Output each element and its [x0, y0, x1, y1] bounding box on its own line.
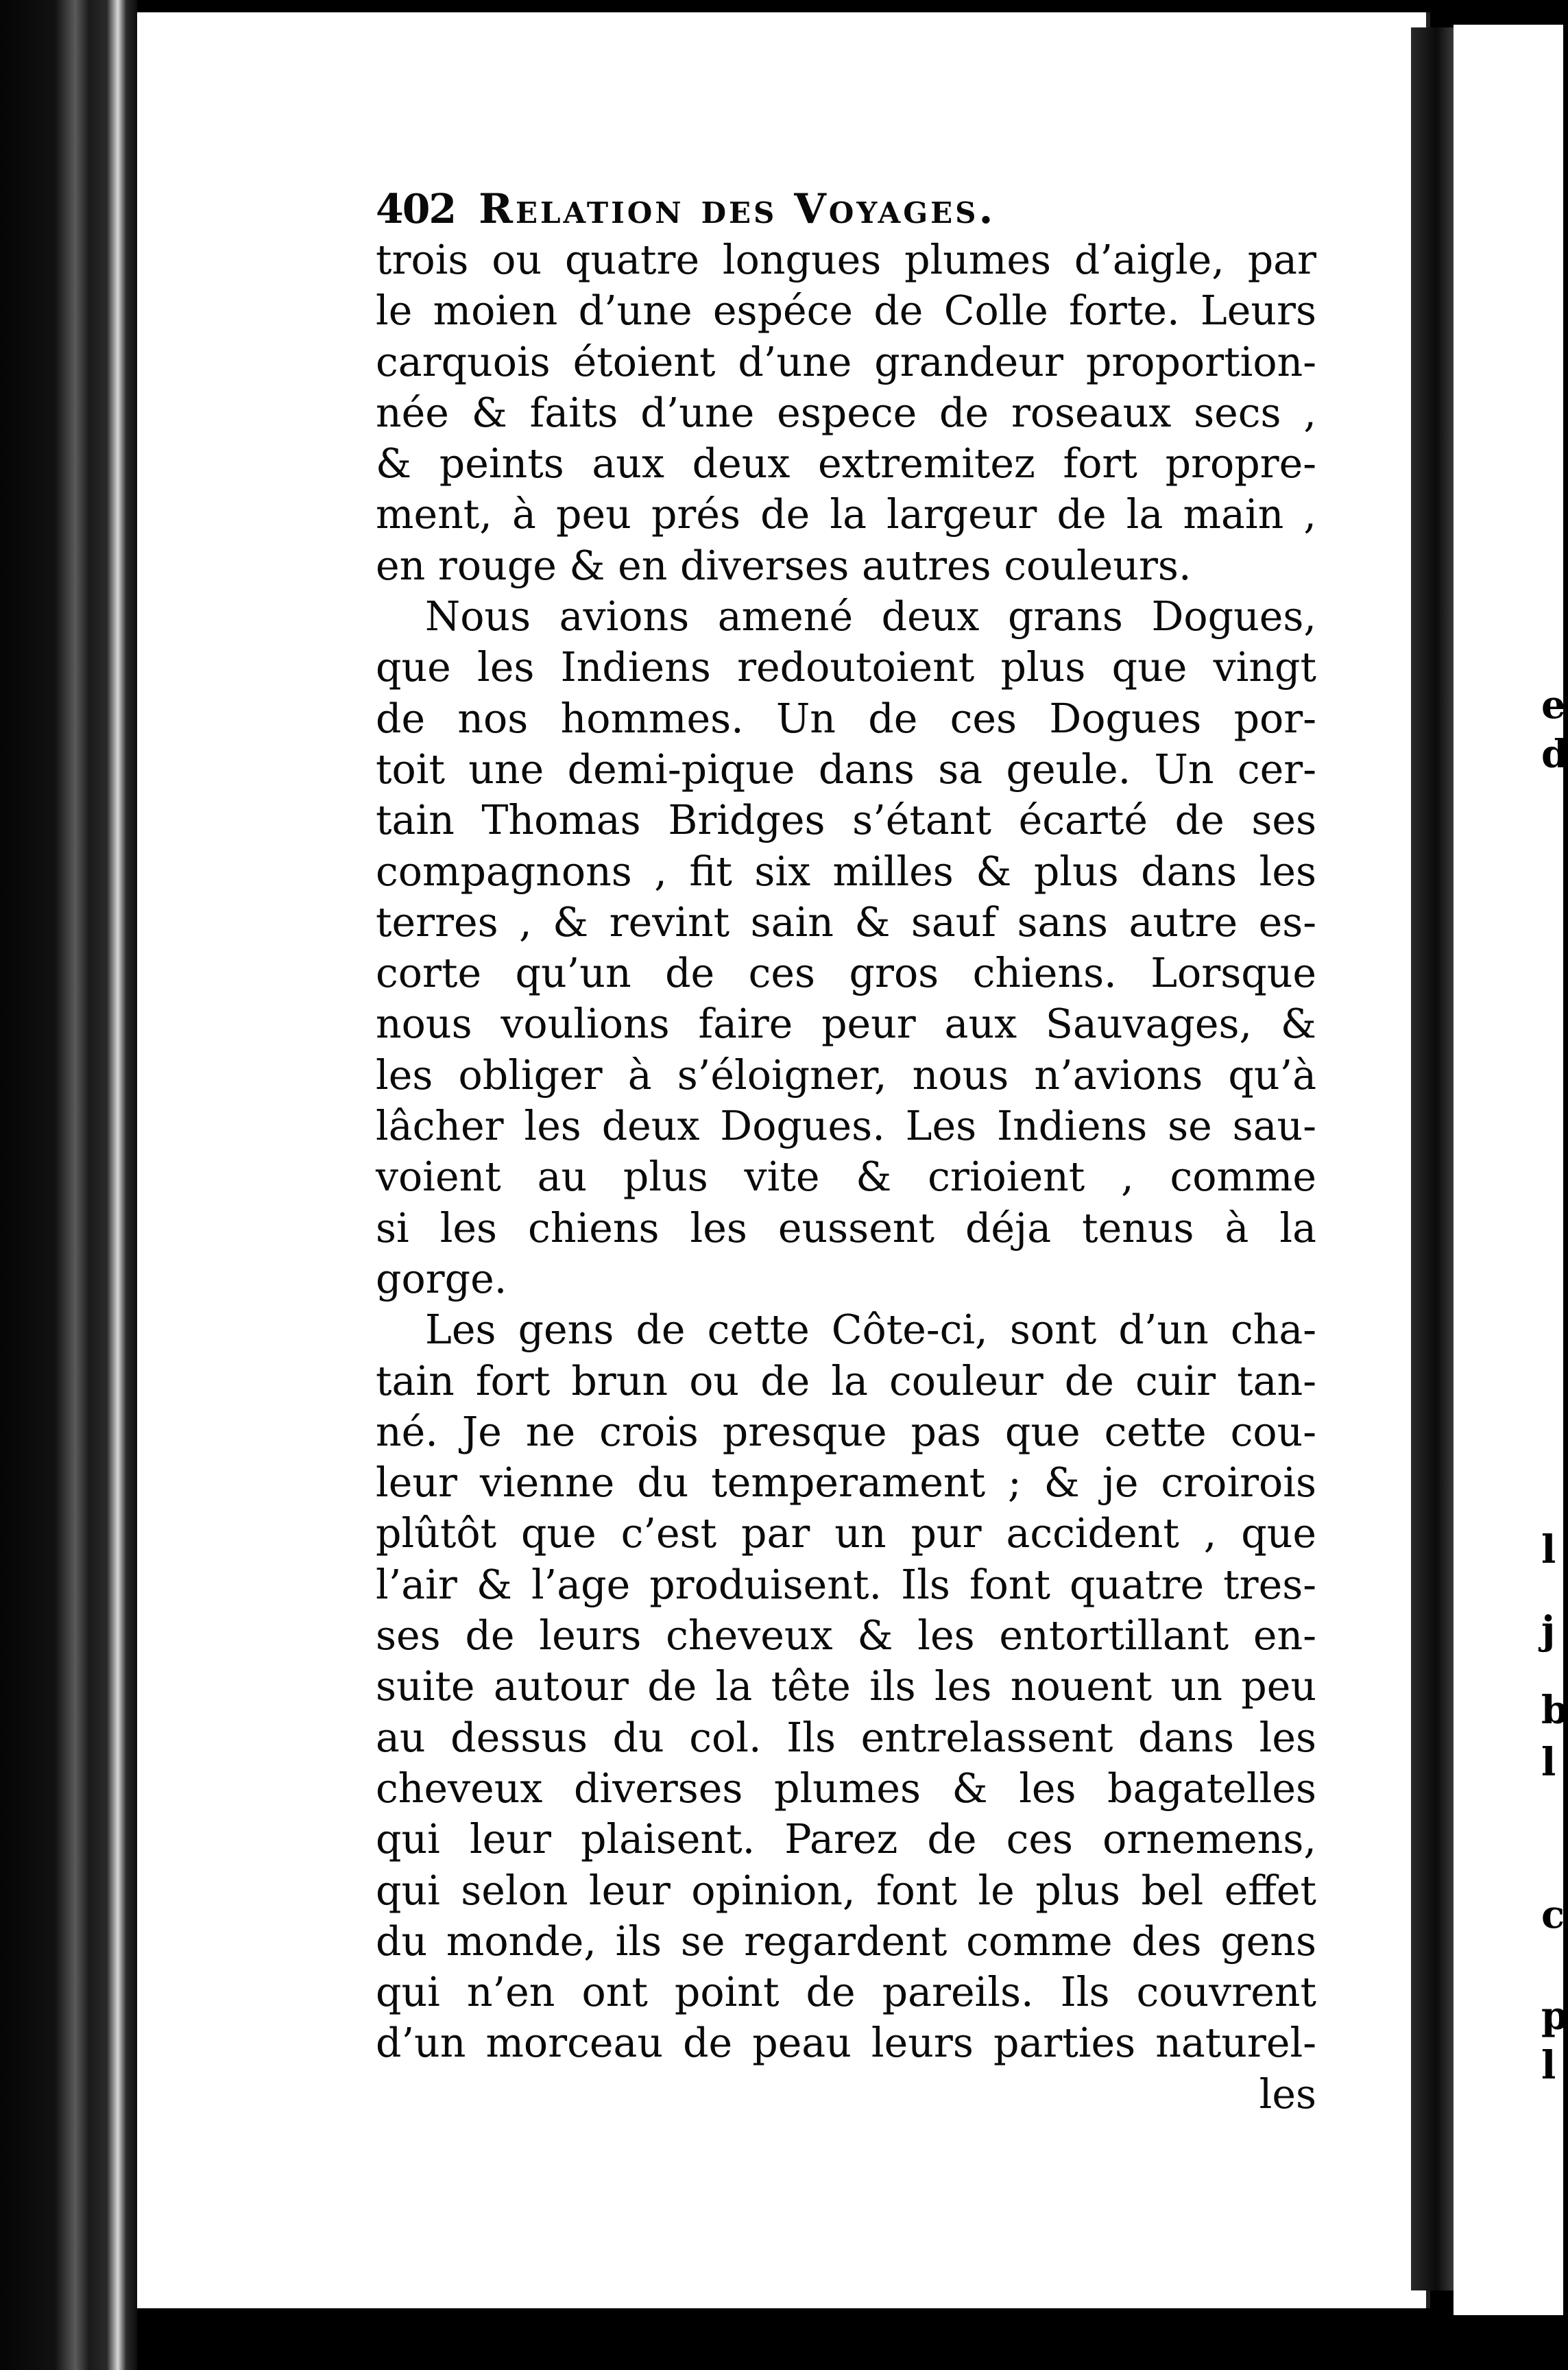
- text-line: corte qu’un de ces gros chiens. Lorsque: [376, 950, 1316, 997]
- facing-page-letter: d: [1541, 732, 1568, 777]
- text-line: qui selon leur opinion, font le plus bel effet: [376, 1867, 1316, 1914]
- text-line: ses de leurs cheveux & les entortillant en-: [376, 1612, 1316, 1660]
- text-line: l’air & l’age produisent. Ils font quatre tres-: [376, 1561, 1316, 1608]
- text-line: le moien d’une espéce de Colle forte. Leurs: [376, 287, 1316, 335]
- text-line: terres , & revint sain & sauf sans autre es-: [376, 898, 1316, 946]
- text-line: que les Indiens redoutoient plus que vingt: [376, 644, 1316, 691]
- text-line: trois ou quatre longues plumes d’aigle, par: [376, 237, 1316, 283]
- text-line: voient au plus vite & crioient , comme: [376, 1153, 1316, 1201]
- text-line: cheveux diverses plumes & les bagatelles: [376, 1764, 1316, 1812]
- text-line: tain fort brun ou de la couleur de cuir tan-: [376, 1357, 1316, 1404]
- text-line: leur vienne du temperament ; & je croirois: [376, 1459, 1316, 1507]
- text-line: gorge.: [376, 1255, 507, 1302]
- page-text-block: [376, 184, 1316, 2120]
- text-line: au dessus du col. Ils entrelassent dans les: [376, 1714, 1316, 1761]
- catchword: les: [1259, 2070, 1316, 2118]
- text-line: compagnons , fit six milles & plus dans les: [376, 848, 1316, 895]
- facing-page-letter: e: [1541, 682, 1566, 728]
- facing-page-letter: p: [1541, 1994, 1568, 2039]
- running-head: [376, 184, 1316, 235]
- paragraph-3: [376, 1304, 1316, 2068]
- text-line: tain Thomas Bridges s’étant écarté de ses: [376, 797, 1316, 844]
- facing-page-letter: l: [1541, 2043, 1556, 2088]
- text-line: si les chiens les eussent déja tenus à la: [376, 1204, 1316, 1252]
- text-line: qui leur plaisent. Parez de ces ornemens,: [376, 1816, 1316, 1863]
- text-line: carquois étoient d’une grandeur proportion-: [376, 338, 1316, 385]
- paragraph-1: [376, 235, 1316, 591]
- facing-page-letter: l: [1541, 1740, 1556, 1785]
- page-number: 402: [376, 185, 456, 232]
- text-line: Nous avions amené deux grans Dogues,: [425, 593, 1316, 641]
- text-line: né. Je ne crois presque pas que cette cou-: [376, 1408, 1316, 1455]
- book-binding-edge: [0, 0, 137, 2370]
- text-line: d’un morceau de peau leurs parties naturel-: [376, 2020, 1316, 2067]
- facing-page-edge: [1454, 25, 1563, 2315]
- text-line: toit une demi-pique dans sa geule. Un cer-: [376, 745, 1316, 793]
- text-line: Les gens de cette Côte-ci, sont d’un cha-: [425, 1306, 1316, 1354]
- facing-page-letter: l: [1541, 1527, 1556, 1572]
- running-title: Relation des Voyages.: [479, 185, 996, 233]
- text-line: née & faits d’une espece de roseaux secs ,: [376, 389, 1316, 436]
- facing-page-letter: b: [1541, 1688, 1568, 1733]
- facing-page-letter: j: [1541, 1608, 1556, 1653]
- facing-page-letter: c: [1541, 1892, 1565, 1937]
- text-line: lâcher les deux Dogues. Les Indiens se sau-: [376, 1103, 1316, 1150]
- text-line: qui n’en ont point de pareils. Ils couvrent: [376, 1969, 1316, 2016]
- page-gutter-shadow: [1411, 27, 1454, 2290]
- text-line: & peints aux deux extremitez fort propre-: [376, 440, 1316, 488]
- text-line: en rouge & en diverses autres couleurs.: [376, 542, 1192, 589]
- text-line: plûtôt que c’est par un pur accident , que: [376, 1510, 1316, 1557]
- text-line: les obliger à s’éloigner, nous n’avions qu’à: [376, 1051, 1316, 1099]
- text-line: nous voulions faire peur aux Sauvages, &: [376, 1001, 1316, 1048]
- text-line: du monde, ils se regardent comme des gens: [376, 1917, 1316, 1965]
- text-line: ment, à peu prés de la largeur de la main ,: [376, 491, 1316, 538]
- text-line: suite autour de la tête ils les nouent un peu: [376, 1663, 1316, 1710]
- text-line: de nos hommes. Un de ces Dogues por-: [376, 695, 1316, 742]
- paragraph-2: [376, 591, 1316, 1304]
